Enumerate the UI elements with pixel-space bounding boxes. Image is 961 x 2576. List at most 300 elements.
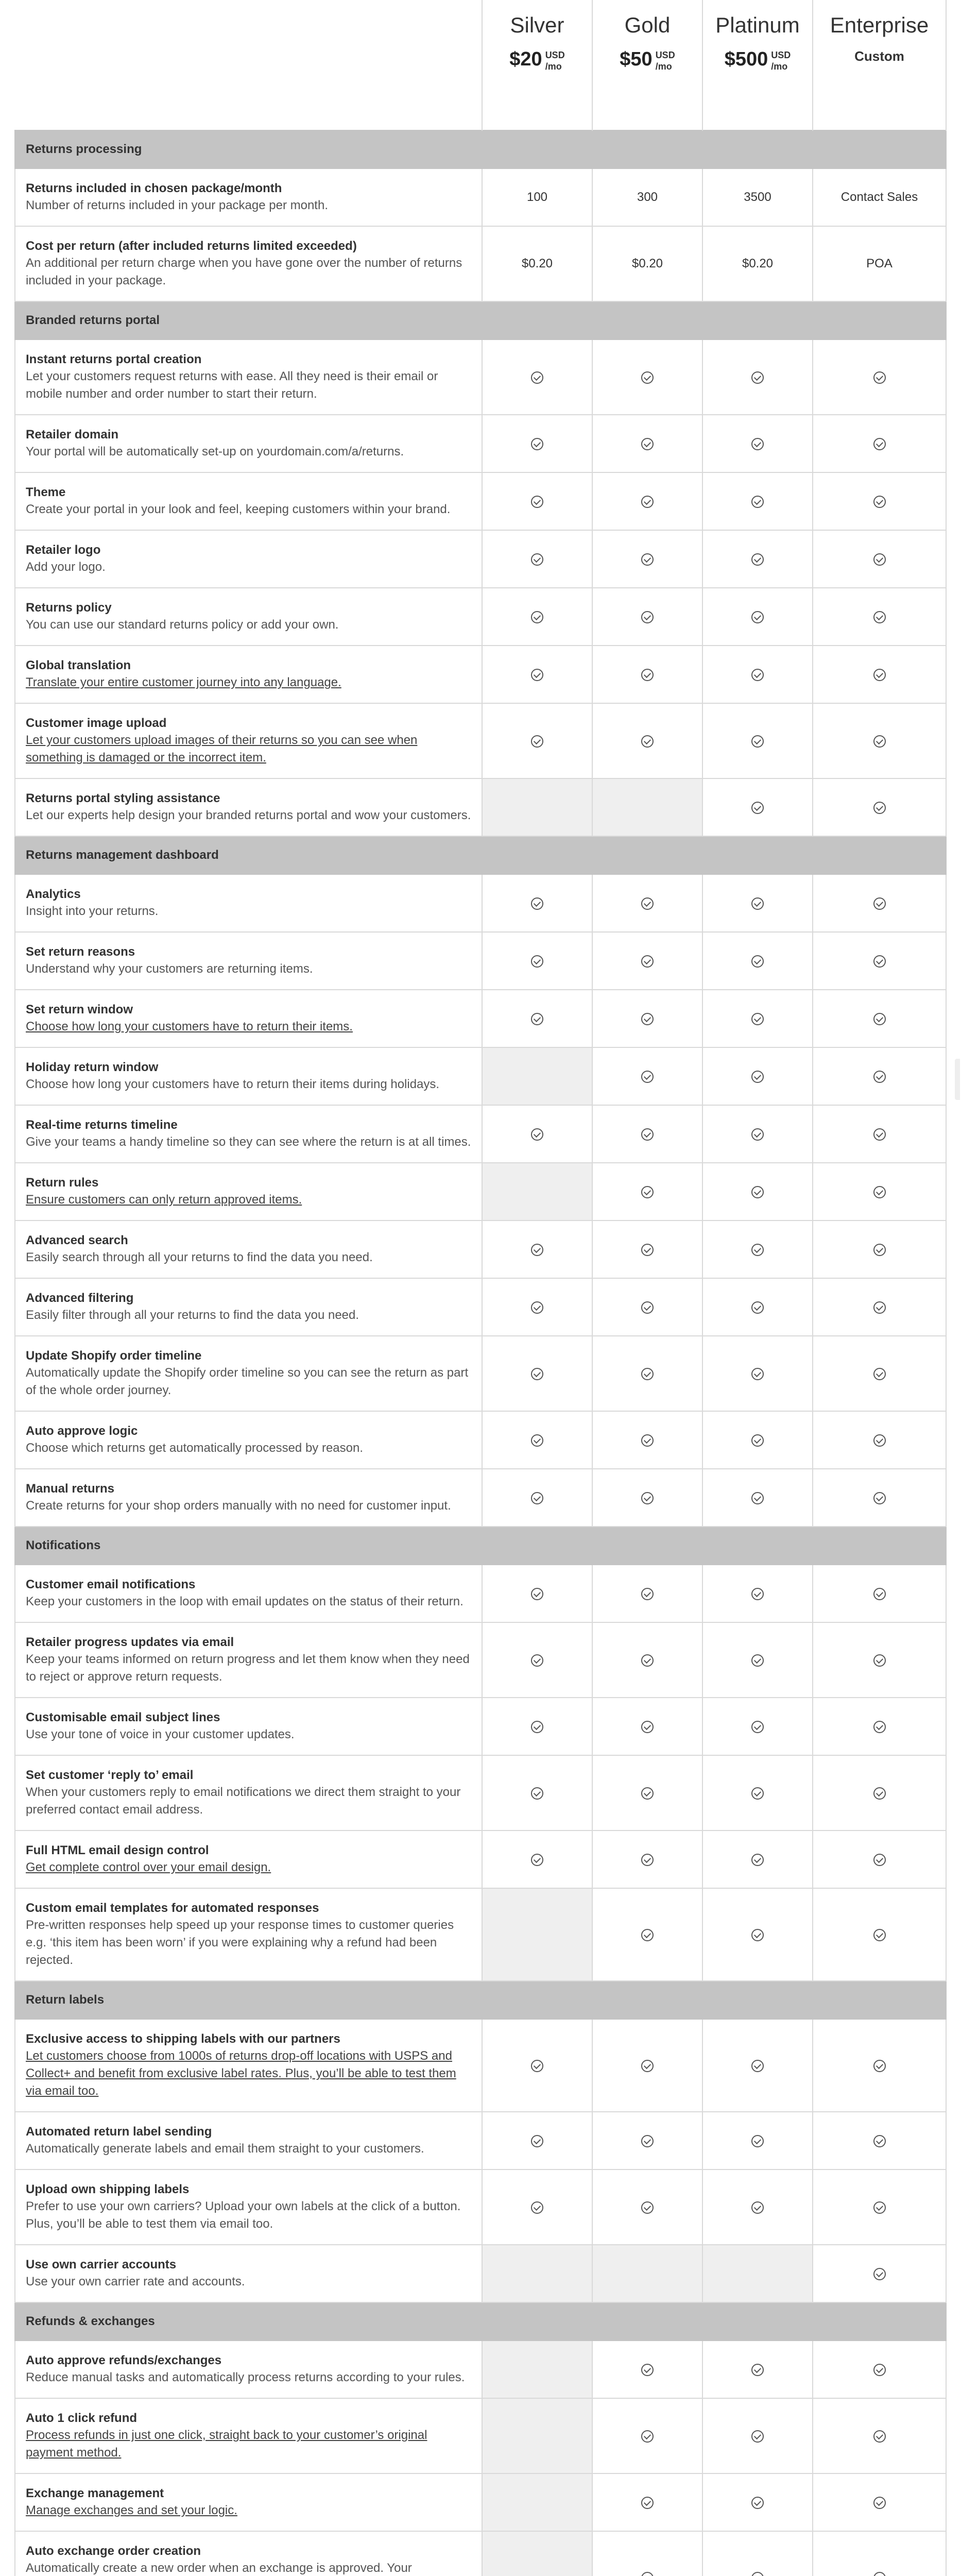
plan-cell-included [813,1831,946,1888]
check-circle-icon [641,1588,654,1600]
check-circle-icon [873,1929,886,1941]
check-circle-icon [641,2497,654,2509]
feature-title: Return rules [26,1176,99,1190]
feature-title: Retailer progress updates via email [26,1635,234,1649]
check-circle-icon [751,1787,764,1800]
plan-cell-included [813,1565,946,1622]
feature-description: Create returns for your shop orders manually with no need for customer input. [26,1499,451,1513]
check-circle-icon [873,496,886,508]
feature-cell [15,1565,482,1622]
plan-cell-included [482,530,592,588]
check-circle-icon [751,1929,764,1941]
plan-price [593,48,702,72]
plan-cell-included [813,1278,946,1336]
check-circle-icon [531,1854,543,1866]
feature-cell [15,2531,482,2576]
check-circle-icon [751,1013,764,1025]
feature-title: Automated return label sending [26,2125,212,2139]
check-circle-icon [531,1434,543,1447]
plan-name: Silver [510,13,564,37]
plan-cell-included [813,1105,946,1163]
plan-cell-included [813,646,946,703]
feature-description: Automatically update the Shopify order timeline so you can see the return as part of the whole order journey. [26,1366,469,1397]
feature-title: Set customer ‘reply to’ email [26,1768,194,1782]
check-circle-icon [873,1071,886,1083]
plan-cell-included [813,1221,946,1278]
check-circle-icon [873,2060,886,2072]
check-circle-icon [641,1368,654,1380]
feature-title: Advanced filtering [26,1291,134,1305]
check-circle-icon [531,2201,543,2214]
check-circle-icon [873,2572,886,2576]
check-circle-icon [751,1244,764,1256]
plan-cell-included [702,472,813,530]
feature-row [15,932,946,990]
feature-description: When your customers reply to email notifications we direct them straight to your preferred contact email address. [26,1785,461,1817]
plan-price [483,48,592,72]
plan-cell-included [592,1047,702,1105]
feature-description: Keep your teams informed on return progress and let them know when they need to reject or approve return requests. [26,1652,470,1684]
price-currency: USD [771,50,791,60]
plan-cell-included [592,1163,702,1221]
check-circle-icon [641,438,654,450]
plan-cell-included [813,1047,946,1105]
section-title: Branded returns portal [15,301,946,340]
feature-description-link[interactable]: Manage exchanges and set your logic. [26,2503,237,2517]
feature-cell [15,588,482,646]
check-circle-icon [873,955,886,968]
plan-cell-included [592,1565,702,1622]
feature-description: Add your logo. [26,560,106,574]
section-title: Returns management dashboard [15,836,946,874]
feature-title: Auto 1 click refund [26,2411,138,2425]
plan-cell-included [592,1698,702,1755]
plan-cell-included [592,1411,702,1469]
feature-row [15,415,946,472]
check-circle-icon [641,2430,654,2443]
check-circle-icon [641,1071,654,1083]
feature-description: Let your customers request returns with ease. All they need is their email or mobile number and order number to start their return. [26,369,438,401]
plan-price [813,48,946,64]
feature-row [15,1622,946,1698]
plan-cell-included [702,2341,813,2398]
feature-description: Let our experts help design your branded returns portal and wow your customers. [26,808,471,822]
plan-cell-value: $0.20 [482,226,592,301]
check-circle-icon [751,2364,764,2376]
feature-title: Customer image upload [26,716,167,730]
check-circle-icon [641,1929,654,1941]
plan-enterprise [813,0,946,130]
plan-silver [482,0,592,130]
check-circle-icon [531,1368,543,1380]
feature-description-link[interactable]: Process refunds in just one click, straight back to your customer’s original payment method. [26,2428,427,2460]
feature-title: Manual returns [26,1482,115,1496]
feature-cell [15,1755,482,1831]
section-title: Return labels [15,1981,946,2019]
plan-cell-included [482,1411,592,1469]
feature-row [15,1221,946,1278]
feature-row [15,2019,946,2112]
check-circle-icon [531,1492,543,1504]
feature-row [15,703,946,778]
section-header-row [15,130,946,168]
check-circle-icon [751,669,764,681]
feature-row [15,1698,946,1755]
check-circle-icon [873,371,886,384]
plan-cell-included [592,990,702,1047]
plan-cell-included [813,2531,946,2576]
feature-description: Use your tone of voice in your customer updates. [26,1727,295,1741]
feature-cell [15,2245,482,2302]
feature-cell [15,168,482,226]
plan-cell-included [813,1698,946,1755]
check-circle-icon [873,2364,886,2376]
check-circle-icon [873,1301,886,1314]
plan-cell-included [482,2170,592,2245]
scroll-handle[interactable] [955,1059,960,1100]
check-circle-icon [751,1128,764,1141]
feature-title: Customisable email subject lines [26,1710,220,1724]
plan-cell-included [813,703,946,778]
plan-cell-included [592,703,702,778]
check-circle-icon [873,1492,886,1504]
plan-cell-not-included [482,2245,592,2302]
feature-description: Easily filter through all your returns to find the data you need. [26,1308,359,1322]
feature-description-link[interactable]: Translate your entire customer journey into any language. [26,675,341,689]
check-circle-icon [641,2135,654,2147]
feature-title: Global translation [26,658,131,672]
feature-title: Auto approve refunds/exchanges [26,2353,222,2367]
plan-cell-included [702,1698,813,1755]
feature-description: Choose which returns get automatically processed by reason. [26,1441,364,1455]
plan-cell-included [702,646,813,703]
plan-cell-included [592,2531,702,2576]
plan-cell-included [592,2112,702,2170]
plan-cell-included [702,588,813,646]
plan-cell-included [482,415,592,472]
check-circle-icon [531,1787,543,1800]
feature-row [15,646,946,703]
feature-description: Give your teams a handy timeline so they can see where the return is at all times. [26,1135,471,1149]
check-circle-icon [641,735,654,748]
feature-description-link[interactable]: Get complete control over your email design. [26,1860,271,1874]
plan-cell-included [482,340,592,415]
feature-row [15,990,946,1047]
plan-cell-not-included [482,2473,592,2531]
feature-cell [15,1105,482,1163]
plan-cell-included [813,1469,946,1527]
check-circle-icon [873,1186,886,1198]
feature-cell [15,1888,482,1981]
plan-cell-included [813,2245,946,2302]
check-circle-icon [751,1434,764,1447]
plan-cell-included [813,778,946,836]
feature-description-link[interactable]: Let customers choose from 1000s of returns drop-off locations with USPS and Collect+ and benefit from exclusive label rates. Plus, you’ll be able to test them via email too. [26,2049,456,2098]
check-circle-icon [641,955,654,968]
feature-description: Create your portal in your look and feel, keeping customers within your brand. [26,502,451,516]
check-circle-icon [873,735,886,748]
check-circle-icon [641,2201,654,2214]
plan-cell-included [482,932,592,990]
feature-title: Use own carrier accounts [26,2258,177,2272]
plan-cell-included [813,588,946,646]
feature-cell [15,1469,482,1527]
plan-cell-included [813,874,946,932]
plan-cell-included [482,472,592,530]
check-circle-icon [873,1244,886,1256]
header-spacer [15,0,482,130]
feature-title: Set return window [26,1003,133,1016]
price-period: /mo [655,61,672,72]
plan-cell-included [813,990,946,1047]
check-circle-icon [751,897,764,910]
check-circle-icon [751,1854,764,1866]
plan-cell-included [702,1105,813,1163]
plan-cell-included [702,340,813,415]
feature-description: Keep your customers in the loop with email updates on the status of their return. [26,1595,464,1608]
section-title: Notifications [15,1527,946,1565]
plan-cell-included [592,588,702,646]
feature-row [15,530,946,588]
price-unit [771,49,791,72]
pricing-comparison-table [14,0,947,2576]
feature-cell [15,1622,482,1698]
check-circle-icon [873,1588,886,1600]
check-circle-icon [751,802,764,814]
plan-price [703,48,812,72]
price-period: /mo [545,61,562,72]
feature-title: Advanced search [26,1233,128,1247]
plan-cell-included [813,932,946,990]
check-circle-icon [751,1721,764,1733]
plan-cell-value: 300 [592,168,702,226]
plan-cell-included [702,1565,813,1622]
plan-cell-included [702,1278,813,1336]
plan-cell-included [592,340,702,415]
feature-cell [15,703,482,778]
check-circle-icon [873,1434,886,1447]
plan-cell-included [482,588,592,646]
price-unit [545,49,565,72]
plan-cell-included [592,415,702,472]
section-header-row [15,2302,946,2341]
check-circle-icon [641,1128,654,1141]
feature-cell [15,2019,482,2112]
feature-title: Retailer domain [26,428,119,442]
plan-cell-included [482,1221,592,1278]
price-custom: Custom [854,48,904,64]
plan-platinum [702,0,813,130]
plan-cell-included [702,990,813,1047]
check-circle-icon [873,1128,886,1141]
plan-cell-not-included [482,2341,592,2398]
feature-cell [15,1698,482,1755]
feature-row [15,778,946,836]
plan-cell-included [482,874,592,932]
check-circle-icon [641,669,654,681]
plan-cell-value: $0.20 [702,226,813,301]
check-circle-icon [531,1654,543,1667]
check-circle-icon [641,897,654,910]
plan-cell-included [702,2019,813,2112]
plan-cell-included [813,1163,946,1221]
feature-description: Number of returns included in your package per month. [26,198,328,212]
plan-cell-included [702,1831,813,1888]
check-circle-icon [531,371,543,384]
check-circle-icon [641,2572,654,2576]
check-circle-icon [641,1186,654,1198]
section-header-row [15,1527,946,1565]
price-amount: $50 [620,48,653,70]
feature-row [15,2245,946,2302]
section-title: Returns processing [15,130,946,168]
feature-row [15,1469,946,1527]
feature-cell [15,1163,482,1221]
plan-cell-included [592,1469,702,1527]
plan-cell-included [482,1336,592,1411]
section-header-row [15,301,946,340]
plan-cell-included [482,2112,592,2170]
check-circle-icon [531,2135,543,2147]
feature-row [15,2112,946,2170]
feature-cell [15,1278,482,1336]
plan-cell-included [482,1755,592,1831]
feature-cell [15,990,482,1047]
feature-cell [15,340,482,415]
plan-cell-included [813,340,946,415]
feature-cell [15,2170,482,2245]
section-header-row [15,836,946,874]
feature-title: Custom email templates for automated responses [26,1901,319,1915]
plan-cell-included [702,2473,813,2531]
plan-cell-included [813,472,946,530]
plan-cell-value: 3500 [702,168,813,226]
check-circle-icon [531,1721,543,1733]
feature-cell [15,2112,482,2170]
feature-description: An additional per return charge when you have gone over the number of returns included in your package. [26,256,462,287]
check-circle-icon [531,1301,543,1314]
feature-title: Returns policy [26,601,112,615]
check-circle-icon [751,496,764,508]
plan-cell-included [482,990,592,1047]
plan-cell-included [482,2019,592,2112]
feature-description-link[interactable]: Ensure customers can only return approved items. [26,1193,302,1207]
check-circle-icon [751,1492,764,1504]
plan-cell-included [813,2341,946,2398]
feature-row [15,168,946,226]
feature-row [15,472,946,530]
plan-cell-included [592,2398,702,2473]
check-circle-icon [531,611,543,623]
feature-cell [15,226,482,301]
plan-cell-included [702,2112,813,2170]
check-circle-icon [751,1301,764,1314]
feature-description-link[interactable]: Choose how long your customers have to return their items. [26,1020,353,1033]
check-circle-icon [873,1787,886,1800]
plan-cell-included [702,415,813,472]
check-circle-icon [751,1186,764,1198]
plan-cell-included [592,530,702,588]
plan-cell-included [813,415,946,472]
feature-title: Exclusive access to shipping labels with our partners [26,2032,340,2046]
plan-cell-included [482,703,592,778]
check-circle-icon [873,553,886,566]
plan-cell-not-included [592,778,702,836]
plan-cell-included [702,2170,813,2245]
feature-row [15,340,946,415]
check-circle-icon [641,371,654,384]
check-circle-icon [531,735,543,748]
check-circle-icon [751,611,764,623]
plan-cell-included [813,1336,946,1411]
plan-cell-included [482,1105,592,1163]
check-circle-icon [641,1854,654,1866]
feature-title: Auto exchange order creation [26,2544,201,2558]
plan-cell-included [702,1888,813,1981]
plan-cell-included [482,646,592,703]
plan-cell-included [592,874,702,932]
check-circle-icon [873,1854,886,1866]
check-circle-icon [751,553,764,566]
feature-description: Automatically create a new order when an exchange is approved. Your [26,2561,412,2575]
feature-row [15,1278,946,1336]
plan-cell-included [813,1622,946,1698]
feature-description: Automatically generate labels and email them straight to your customers. [26,2142,424,2156]
plan-cell-value: 100 [482,168,592,226]
feature-row [15,1755,946,1831]
plan-cell-included [813,2019,946,2112]
plan-cell-included [592,1336,702,1411]
plan-name: Gold [624,13,671,37]
feature-title: Exchange management [26,2486,164,2500]
check-circle-icon [873,2497,886,2509]
feature-description: Prefer to use your own carriers? Upload your own labels at the click of a button. Plus, you’ll be able to test them via email too. [26,2199,461,2231]
feature-cell [15,932,482,990]
check-circle-icon [531,553,543,566]
plan-cell-included [592,1221,702,1278]
plan-cell-included [702,530,813,588]
check-circle-icon [751,2201,764,2214]
plan-cell-included [702,1755,813,1831]
check-circle-icon [751,2497,764,2509]
feature-description: Reduce manual tasks and automatically process returns according to your rules. [26,2370,465,2384]
check-circle-icon [531,2060,543,2072]
plan-cell-included [813,1411,946,1469]
check-circle-icon [641,496,654,508]
feature-row [15,1105,946,1163]
plan-header-row [15,0,946,130]
check-circle-icon [531,1013,543,1025]
feature-description: You can use our standard returns policy or add your own. [26,618,339,632]
feature-title: Update Shopify order timeline [26,1349,202,1363]
price-period: /mo [771,61,788,72]
check-circle-icon [641,1492,654,1504]
plan-cell-included [592,1622,702,1698]
feature-row [15,1336,946,1411]
check-circle-icon [751,371,764,384]
feature-title: Holiday return window [26,1060,159,1074]
plan-cell-included [592,2170,702,2245]
check-circle-icon [531,1128,543,1141]
plan-cell-included [592,1278,702,1336]
feature-description-link[interactable]: Let your customers upload images of their returns so you can see when something is damaged or the incorrect item. [26,733,418,765]
check-circle-icon [531,496,543,508]
check-circle-icon [751,2060,764,2072]
feature-row [15,588,946,646]
check-circle-icon [873,1368,886,1380]
plan-cell-included [813,530,946,588]
plan-cell-not-included [702,2245,813,2302]
